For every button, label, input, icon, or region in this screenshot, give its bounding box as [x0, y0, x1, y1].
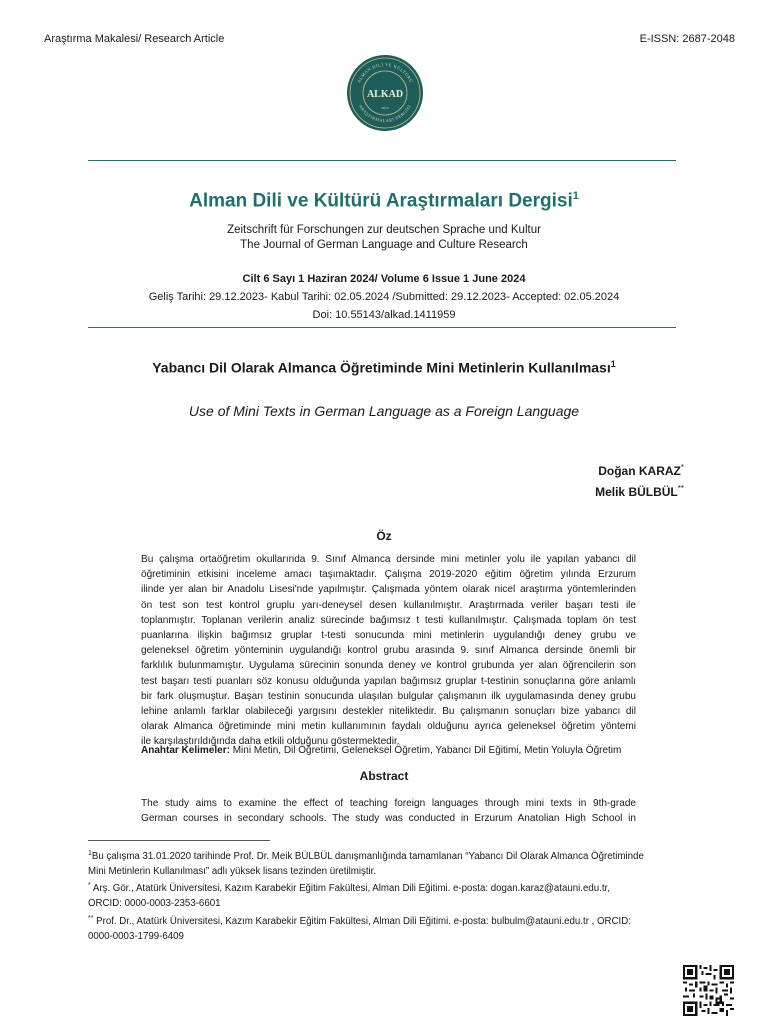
abstract-en-body: [141, 796, 636, 826]
footnote-3: [88, 912, 688, 930]
logo-text: ALKAD: [366, 89, 404, 100]
author-2-name: Melik BÜLBÜL: [595, 485, 678, 499]
abstract-tr-line: bir fark oluşmuştur. Başarı testinin sonucunda ulaşılan bulgular çalışmanın ilk uygulamasında deney grubu: [141, 690, 636, 702]
doi-line[interactable]: Doi: 10.55143/alkad.1411959: [312, 309, 456, 321]
abstract-tr-heading: Öz: [376, 529, 392, 543]
abstract-en-heading: Abstract: [359, 769, 409, 783]
footnote-2-cont: ORCID: 0000-0003-2353-6601: [88, 898, 221, 910]
abstract-en-line: German courses in secondary schools. The study was conducted in Erzurum Anatolian High School in: [141, 813, 636, 825]
footnote-1-mark: 1: [88, 850, 92, 857]
article-title-tr-text: Yabancı Dil Olarak Almanca Öğretiminde Mini Metinlerin Kullanılması: [152, 359, 611, 376]
abstract-tr-line: olarak Almanca öğretiminde mini metin kullanımının faydalı olduğunu ayrıca geleneksel öğretim yöntemi: [141, 721, 636, 733]
article-title-tr-sup: 1: [610, 359, 616, 369]
abstract-tr-line: ile karşılaştırıldığında daha etkili olduğunu göstermektedir.: [141, 736, 400, 748]
keywords: [141, 745, 621, 756]
footnote-3-mark: **: [88, 914, 94, 922]
author-1-mark: *: [680, 463, 684, 472]
keywords-list: Mini Metin, Dil Öğretimi, Geleneksel Öğretim, Yabancı Dil Eğitimi, Metin Yoluyla Öğretim: [229, 745, 622, 756]
author-1: [598, 463, 684, 478]
abstract-tr-line: öğretiminin etkisini inceleme amacı taşımaktadır. Çalışma 2019-2020 eğitim öğretim yılında Erzurum: [141, 569, 636, 581]
footnotes: [88, 847, 688, 944]
article-title-tr: [0, 359, 768, 376]
footnote-divider: [88, 840, 270, 841]
issue-line: Cilt 6 Sayı 1 Haziran 2024/ Volume 6 Issue 1 June 2024: [242, 273, 526, 285]
footnote-1-cont: Mini Metinlerin Kullanılması” adlı yüksek lisans tezinden üretilmiştir.: [88, 865, 377, 877]
abstract-tr-body: [141, 552, 636, 749]
issn-label: E-ISSN: 2687-2048: [639, 33, 735, 45]
header-divider-bottom: [88, 327, 676, 328]
abstract-tr-line: Bu çalışma ortaöğretim okullarında 9. Sınıf Almanca dersinde mini metinler yolu ile yapılan yabancı dil: [141, 554, 636, 565]
logo-ring-top-text: ALMAN DİLİ VE KÜLTÜRÜ: [356, 61, 414, 84]
footnote-3-cont: 0000-0003-1799-6409: [88, 930, 184, 942]
logo-year: 2019: [381, 106, 389, 110]
header-divider-top: [88, 160, 676, 161]
journal-title-text: Alman Dili ve Kültürü Araştırmaları Dergisi: [189, 190, 573, 212]
logo-ring-bottom-text: ARAŞTIRMALARI DERGİSİ: [357, 103, 412, 124]
abstract-tr-line: toplanmıştır. Toplanan verilerin analiz sürecinde bağımsız t testi kullanılmıştır. Çalışmada toplam ön test: [141, 614, 636, 626]
abstract-en-line: The study aims to examine the effect of teaching foreign languages through mini texts in 9th-grade: [141, 798, 636, 809]
abstract-tr-line: ilinde yer alan bir Anadolu Lisesi'nde yapılmıştır. Çalışmada yöntem olarak nicel araştırma yöntemlerinden: [141, 584, 636, 596]
article-type-label: Araştırma Makalesi/ Research Article: [44, 33, 225, 45]
abstract-tr-line: geleneksel öğretim yönteminin uygulandığı kontrol grubu arasında 9. sınıf Almanca dersinde önemli bir: [141, 645, 636, 657]
author-2: [595, 484, 684, 499]
author-2-mark: **: [677, 484, 684, 493]
abstract-tr-line: test başarı testi puanları söz konusu olduğunda yapılan bağımsız gruplar t-testinin sonuçlarına göre anlamlı: [141, 675, 636, 687]
journal-title-sup: 1: [572, 190, 579, 202]
abstract-tr-line: farklılık bulunmamıştır. Uygulama sürecinin sonunda deney ve kontrol grubunda yer alan öğrencilerin son: [141, 660, 636, 672]
footnote-2-text: Arş. Gör., Atatürk Üniversitesi, Kazım Karabekir Eğitim Fakültesi, Alman Dili Eğitimi. e-posta: dogan.karaz@atauni.edu.tr,: [90, 883, 610, 895]
journal-subtitle-de: Zeitschrift für Forschungen zur deutschen Sprache und Kultur: [227, 224, 541, 236]
article-title-en: Use of Mini Texts in German Language as a Foreign Language: [188, 403, 580, 419]
footnote-1: [88, 847, 688, 865]
abstract-tr-line: ön test son test kontrol gruplu yarı-deneysel desen kullanılmıştır. Araştırmada veriler başarı testi ile: [141, 599, 636, 611]
dates-line: Geliş Tarihi: 29.12.2023- Kabul Tarihi: 02.05.2024 /Submitted: 29.12.2023- Accepted: 02.05.2024: [148, 291, 620, 303]
abstract-tr-line: puanlarına ilişkin bağımsız gruplar t-testi sonucunda mini metinlerin uygulandığı deney grubu ve: [141, 629, 636, 641]
abstract-tr-line: lehine anlamlı farklar olabileceği yargısını destekler niteliktedir. Bu çalışmanın sonuçları bize yabancı dil: [141, 705, 636, 717]
footnote-3-text: Prof. Dr., Atatürk Üniversitesi, Kazım Karabekir Eğitim Fakültesi, Alman Dili Eğitimi. e-posta: bulbulm@atauni.edu.tr , ORCID:: [93, 916, 631, 928]
journal-title: [0, 190, 768, 212]
keywords-label: Anahtar Kelimeler:: [141, 745, 230, 756]
journal-subtitle-en: The Journal of German Language and Culture Research: [240, 239, 528, 251]
qr-code-icon[interactable]: [683, 965, 734, 1016]
footnote-1-text: Bu çalışma 31.01.2020 tarihinde Prof. Dr. Meik BÜLBÜL danışmanlığında tamamlanan “Yabancı Dil Olarak Almanca Öğretiminde: [91, 851, 644, 863]
journal-logo: [346, 54, 424, 132]
author-1-name: Doğan KARAZ: [598, 464, 681, 478]
footnote-2: [88, 879, 688, 897]
footnote-2-mark: *: [88, 882, 91, 890]
